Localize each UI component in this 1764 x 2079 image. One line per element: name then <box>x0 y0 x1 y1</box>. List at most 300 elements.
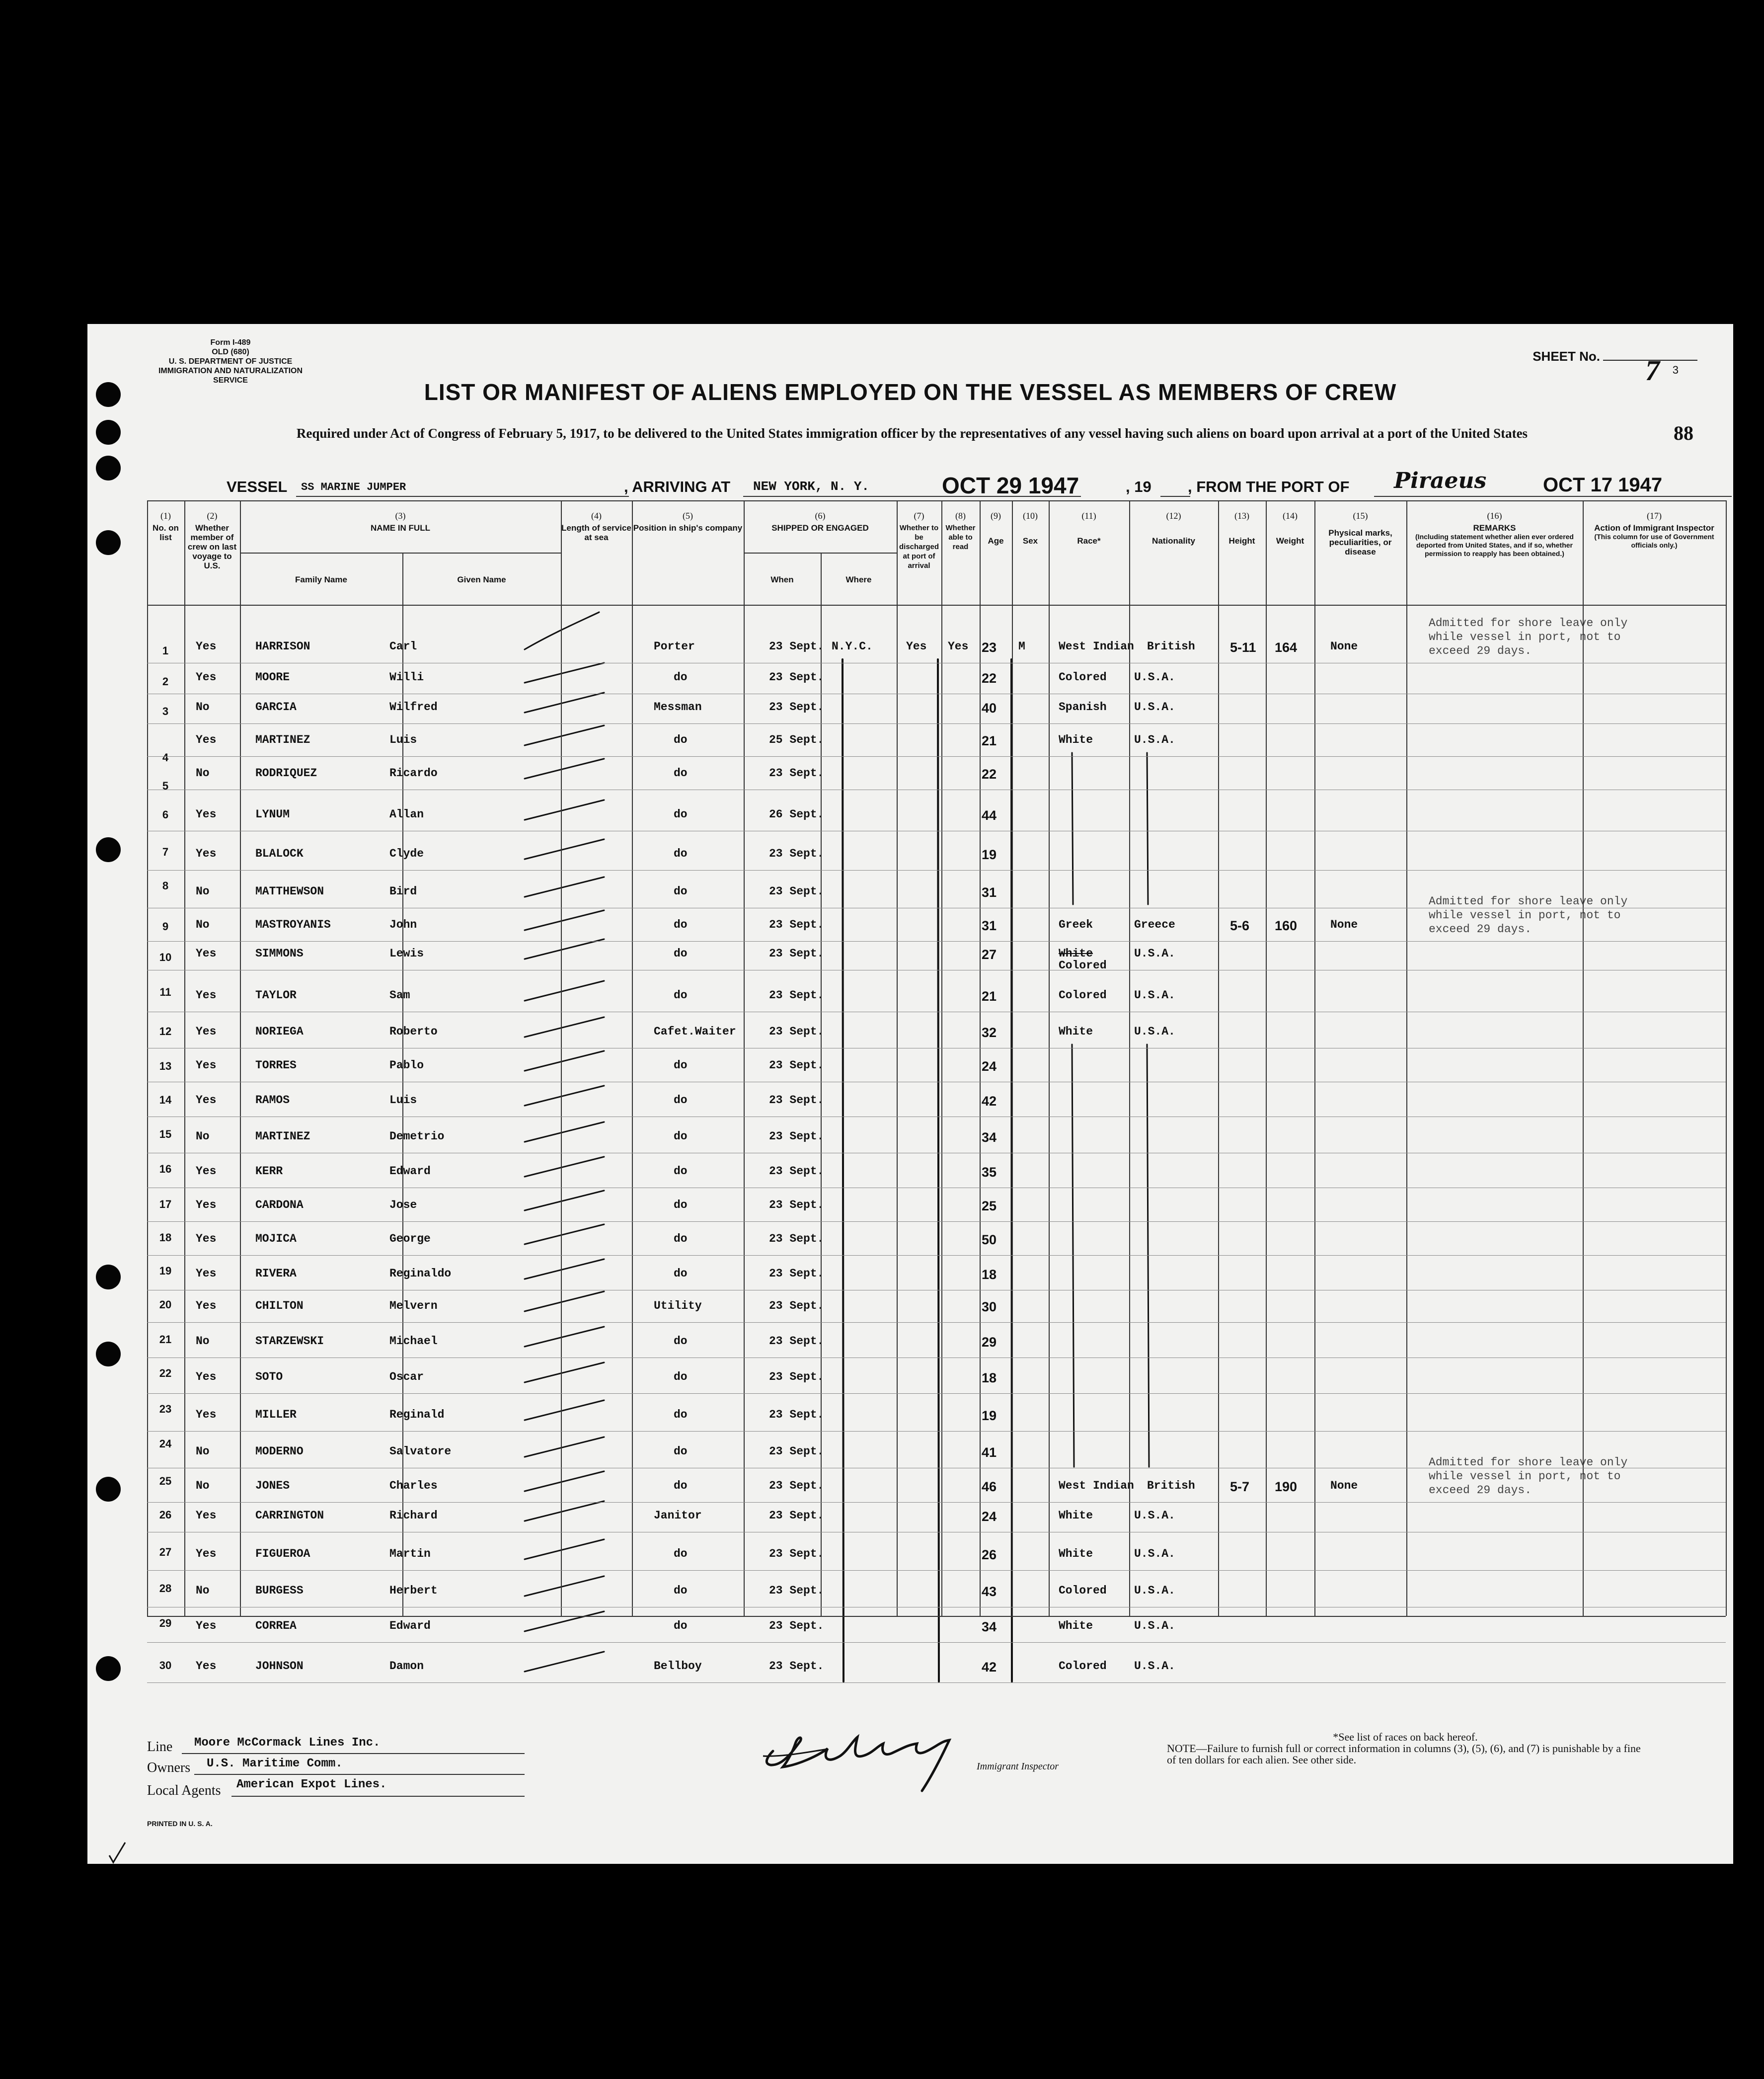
age: 22 <box>982 671 997 686</box>
position: do <box>674 767 688 780</box>
age: 50 <box>982 1232 997 1247</box>
rule-line <box>1583 500 1584 1616</box>
col-header-position: (5) Position in ship's company <box>633 511 743 533</box>
row-number: 4 <box>162 751 169 764</box>
race: White <box>1059 1025 1093 1038</box>
previous-voyage: Yes <box>196 1299 217 1312</box>
age: 18 <box>982 1267 997 1282</box>
age: 46 <box>982 1479 997 1494</box>
col-header-nationality: (12) Nationality <box>1152 511 1195 546</box>
position: do <box>674 1479 688 1492</box>
shipped-when: 23 Sept. <box>769 1299 824 1312</box>
shipped-when: 23 Sept. <box>769 918 824 931</box>
previous-voyage: No <box>196 1445 210 1458</box>
binder-hole <box>96 1342 121 1366</box>
shipped-when: 23 Sept. <box>769 1094 824 1107</box>
age: 29 <box>982 1335 997 1350</box>
col-header-able-to-read: (8) Whether able to read <box>945 511 976 551</box>
given-name: Damon <box>389 1660 424 1673</box>
physical-marks: None <box>1330 640 1358 653</box>
given-name: Carl <box>389 640 417 653</box>
age: 31 <box>982 885 997 900</box>
shipped-when: 23 Sept. <box>769 989 824 1002</box>
row-number: 10 <box>159 951 172 963</box>
age: 34 <box>982 1619 997 1634</box>
shipped-when: 23 Sept. <box>769 1232 824 1245</box>
age: 19 <box>982 847 997 862</box>
nationality: U.S.A. <box>1134 1509 1175 1522</box>
age: 42 <box>982 1660 997 1675</box>
rule-line <box>147 1682 1726 1683</box>
family-name: GARCIA <box>255 701 297 714</box>
rule-line <box>147 756 1726 757</box>
form-service: IMMIGRATION AND NATURALIZATION SERVICE <box>158 367 303 385</box>
height: 5-6 <box>1230 918 1250 933</box>
nationality: U.S.A. <box>1134 1660 1175 1673</box>
shipped-when: 23 Sept. <box>769 1335 824 1348</box>
age: 35 <box>982 1165 997 1180</box>
shipped-when: 23 Sept. <box>769 1619 824 1632</box>
shipped-when: 23 Sept. <box>769 1059 824 1072</box>
row-number: 28 <box>159 1582 172 1595</box>
race: Spanish <box>1059 701 1107 714</box>
rule-line <box>147 1642 1726 1643</box>
position: do <box>674 808 688 821</box>
given-name: Allan <box>389 808 424 821</box>
shipped-when: 25 Sept. <box>769 733 824 746</box>
position: do <box>674 671 688 684</box>
age: 21 <box>982 989 997 1004</box>
col-header-sex: (10) Sex <box>1022 511 1038 546</box>
rule-line <box>184 500 185 1616</box>
shipped-when: 23 Sept. <box>769 847 824 860</box>
family-name: BLALOCK <box>255 847 304 860</box>
shipped-when: 23 Sept. <box>769 640 824 653</box>
shipped-when: 23 Sept. <box>769 947 824 960</box>
previous-voyage: No <box>196 1584 210 1597</box>
binder-hole <box>96 1477 121 1502</box>
previous-voyage: Yes <box>196 1232 217 1245</box>
rule-line <box>744 553 897 554</box>
previous-voyage: No <box>196 1479 210 1492</box>
sheet-number-label: SHEET No. <box>1533 349 1697 364</box>
previous-voyage: Yes <box>196 1267 217 1280</box>
position: do <box>674 1094 688 1107</box>
age: 41 <box>982 1445 997 1460</box>
previous-voyage: Yes <box>196 1059 217 1072</box>
rule-line <box>744 500 745 1616</box>
given-name: Richard <box>389 1509 438 1522</box>
rule-line <box>897 500 898 1616</box>
col-header-race: (11) Race* <box>1077 511 1101 546</box>
position: do <box>674 1619 688 1632</box>
family-name: TORRES <box>255 1059 297 1072</box>
shipped-when: 23 Sept. <box>769 1547 824 1560</box>
race: Colored <box>1059 989 1107 1002</box>
position: Janitor <box>654 1509 702 1522</box>
given-name: Lewis <box>389 947 424 960</box>
rule-line <box>1049 500 1050 1616</box>
row-number: 11 <box>159 986 171 998</box>
family-name: NORIEGA <box>255 1025 304 1038</box>
binder-hole <box>96 1656 121 1681</box>
weight: 190 <box>1275 1479 1298 1494</box>
position: Cafet.Waiter <box>654 1025 736 1038</box>
shipped-when: 23 Sept. <box>769 671 824 684</box>
position: do <box>674 1547 688 1560</box>
col-header-where: Where <box>845 575 872 584</box>
previous-voyage: Yes <box>196 733 217 746</box>
given-name: Martin <box>389 1547 431 1560</box>
previous-voyage: No <box>196 885 210 898</box>
previous-voyage: Yes <box>196 1619 217 1632</box>
previous-voyage: No <box>196 1335 210 1348</box>
previous-voyage: Yes <box>196 1547 217 1560</box>
remark-note: Admitted for shore leave only while vessel in port, not to exceed 29 days. <box>1429 1456 1628 1497</box>
previous-voyage: Yes <box>196 640 217 653</box>
row-number: 24 <box>159 1438 172 1450</box>
given-name: Wilfred <box>389 701 438 714</box>
family-name: LYNUM <box>255 808 290 821</box>
given-name: Sam <box>389 989 410 1002</box>
race: White <box>1059 1619 1093 1632</box>
given-name: Ricardo <box>389 767 438 780</box>
col-header-physical-marks: (15) Physical marks, peculiarities, or disease <box>1328 511 1392 557</box>
year-label: , 19 <box>1126 478 1151 495</box>
rule-line <box>1314 500 1315 1616</box>
shipped-when: 23 Sept. <box>769 1445 824 1458</box>
row-number: 14 <box>159 1094 172 1106</box>
arriving-port: NEW YORK, N. Y. <box>753 479 870 494</box>
age: 40 <box>982 701 997 716</box>
family-name: JOHNSON <box>255 1660 304 1673</box>
shipped-when: 23 Sept. <box>769 1584 824 1597</box>
position: Messman <box>654 701 702 714</box>
row-number: 2 <box>162 675 169 688</box>
age: 21 <box>982 733 997 748</box>
position: do <box>674 1059 688 1072</box>
shipped-when: 23 Sept. <box>769 1370 824 1383</box>
position: do <box>674 1370 688 1383</box>
age: 43 <box>982 1584 997 1599</box>
given-name: Demetrio <box>389 1130 445 1143</box>
nationality: U.S.A. <box>1134 1619 1175 1632</box>
family-name: BURGESS <box>255 1584 304 1597</box>
shipped-when: 23 Sept. <box>769 767 824 780</box>
remark-note: Admitted for shore leave only while vessel in port, not to exceed 29 days. <box>1429 617 1628 657</box>
position: do <box>674 918 688 931</box>
nationality: U.S.A. <box>1134 733 1175 746</box>
shipped-when: 26 Sept. <box>769 808 824 821</box>
col-header-name: (3) NAME IN FULL <box>371 511 430 533</box>
family-name: MARTINEZ <box>255 733 310 746</box>
previous-voyage: Yes <box>196 947 217 960</box>
vessel-name: SS MARINE JUMPER <box>301 481 406 493</box>
form-department: U. S. DEPARTMENT OF JUSTICE <box>168 357 293 366</box>
rule-line <box>147 1322 1726 1323</box>
inspector-caption: Immigrant Inspector <box>977 1761 1059 1772</box>
rule-line <box>147 870 1726 871</box>
rule-line <box>561 500 562 1616</box>
given-name: Luis <box>389 1094 417 1107</box>
nationality: U.S.A. <box>1134 1584 1175 1597</box>
shipped-when: 23 Sept. <box>769 1509 824 1522</box>
row-number: 15 <box>159 1128 172 1140</box>
race: White <box>1059 947 1093 960</box>
family-name: MOORE <box>255 671 290 684</box>
col-header-inspector-action: (17) Action of Immigrant Inspector (This column for use of Government officials only.) <box>1594 511 1714 549</box>
rule-line <box>1726 500 1727 1616</box>
col-header-length-of-service: (4) Length of service at sea <box>561 511 631 542</box>
col-header-number: (1) No. on list <box>153 511 179 542</box>
position: do <box>674 1267 688 1280</box>
position: do <box>674 1445 688 1458</box>
rule-line <box>147 500 1726 501</box>
position: Utility <box>654 1299 702 1312</box>
age: 25 <box>982 1199 997 1213</box>
age: 24 <box>982 1059 997 1074</box>
position: do <box>674 733 688 746</box>
position: do <box>674 947 688 960</box>
family-name: RAMOS <box>255 1094 290 1107</box>
race: White <box>1059 1509 1093 1522</box>
given-name: George <box>389 1232 431 1245</box>
given-name: Jose <box>389 1199 417 1211</box>
shipped-when: 23 Sept. <box>769 1130 824 1143</box>
shipped-when: 23 Sept. <box>769 1660 824 1673</box>
family-name: JONES <box>255 1479 290 1492</box>
row-number: 9 <box>162 920 169 933</box>
age: 31 <box>982 918 997 933</box>
owners-value: U.S. Maritime Comm. <box>207 1757 343 1770</box>
owners-label: Owners <box>147 1760 191 1775</box>
shipped-where: N.Y.C. <box>832 640 873 653</box>
binder-hole <box>96 837 121 862</box>
nationality: U.S.A. <box>1134 1547 1175 1560</box>
nationality: British <box>1147 1479 1195 1492</box>
vessel-label: VESSEL <box>227 478 288 495</box>
race: White <box>1059 1547 1093 1560</box>
shipped-when: 23 Sept. <box>769 1408 824 1421</box>
race: West Indian <box>1059 640 1134 653</box>
able-to-read: Yes <box>948 640 969 653</box>
binder-hole <box>96 456 121 480</box>
row-number: 27 <box>159 1546 172 1558</box>
given-name: Clyde <box>389 847 424 860</box>
age: 19 <box>982 1408 997 1423</box>
given-name: Oscar <box>389 1370 424 1383</box>
shipped-when: 23 Sept. <box>769 1479 824 1492</box>
form-identifier <box>156 338 305 385</box>
form-number: Form I-489 <box>210 338 251 347</box>
row-number: 16 <box>159 1163 172 1175</box>
age: 22 <box>982 767 997 782</box>
position: do <box>674 1165 688 1178</box>
sheet-number-value: 7 <box>1645 354 1660 387</box>
race: West Indian <box>1059 1479 1134 1492</box>
departure-date-stamp: OCT 17 1947 <box>1543 474 1663 496</box>
nationality: U.S.A. <box>1134 947 1175 960</box>
family-name: KERR <box>255 1165 283 1178</box>
position: do <box>674 847 688 860</box>
arriving-label: , ARRIVING AT <box>624 478 731 495</box>
previous-voyage: No <box>196 767 210 780</box>
col-header-remarks: (16) REMARKS (Including statement whether alien ever ordered deported from United States, and if so, whether permission to reapply has been obtained.) <box>1415 511 1574 558</box>
family-name: FIGUEROA <box>255 1547 310 1560</box>
family-name: CARDONA <box>255 1199 304 1211</box>
height: 5-11 <box>1230 640 1256 655</box>
previous-voyage: Yes <box>196 989 217 1002</box>
remark-note: Admitted for shore leave only while vessel in port, not to exceed 29 days. <box>1429 895 1628 936</box>
local-agents-label: Local Agents <box>147 1783 221 1798</box>
binder-hole <box>96 1265 121 1289</box>
shipped-when: 23 Sept. <box>769 701 824 714</box>
manifest-sheet <box>87 324 1733 1864</box>
age: 44 <box>982 808 997 823</box>
family-name: HARRISON <box>255 640 310 653</box>
race: Greek <box>1059 918 1093 931</box>
row-number: 5 <box>162 780 169 792</box>
rule-line <box>1266 500 1267 1616</box>
nationality: British <box>1147 640 1195 653</box>
position: do <box>674 1408 688 1421</box>
given-name: Luis <box>389 733 417 746</box>
given-name: Salvatore <box>389 1445 452 1458</box>
shipped-when: 23 Sept. <box>769 1165 824 1178</box>
family-name: TAYLOR <box>255 989 297 1002</box>
race: Colored <box>1059 1660 1107 1673</box>
position: do <box>674 1232 688 1245</box>
rule-line <box>147 1570 1726 1571</box>
previous-voyage: Yes <box>196 1509 217 1522</box>
family-name: SIMMONS <box>255 947 304 960</box>
weight: 164 <box>1275 640 1298 655</box>
col-header-previous-voyage: (2) Whether member of crew on last voyage to U.S. <box>187 511 237 570</box>
local-agents-value: American Expot Lines. <box>236 1778 387 1791</box>
check-mark <box>107 1840 127 1864</box>
arrival-date-stamp: OCT 29 1947 <box>942 473 1079 498</box>
race: Colored <box>1059 671 1107 684</box>
row-number: 29 <box>159 1617 172 1629</box>
rule-line <box>1218 500 1219 1616</box>
rule-line <box>147 1393 1726 1394</box>
shipped-when: 23 Sept. <box>769 1025 824 1038</box>
col-header-shipped: (6) SHIPPED OR ENGAGED <box>771 511 869 533</box>
physical-marks: None <box>1330 1479 1358 1492</box>
given-name: Bird <box>389 885 417 898</box>
line-label: Line <box>147 1739 173 1755</box>
shipped-when: 23 Sept. <box>769 885 824 898</box>
weight: 160 <box>1275 918 1298 933</box>
sex: M <box>1018 640 1025 653</box>
given-name: John <box>389 918 417 931</box>
age: 34 <box>982 1130 997 1145</box>
col-header-discharged: (7) Whether to be discharged at port of arrival <box>899 511 939 570</box>
rule-line <box>147 500 148 1616</box>
vessel-line <box>227 468 1732 502</box>
position: do <box>674 1335 688 1348</box>
sheet-number-sub: 3 <box>1672 364 1679 376</box>
rule-line <box>147 1616 1726 1617</box>
row-number: 30 <box>159 1659 172 1672</box>
crew-table <box>147 500 1726 1616</box>
line-value: Moore McCormack Lines Inc. <box>194 1736 381 1750</box>
position: do <box>674 1130 688 1143</box>
age: 42 <box>982 1094 997 1109</box>
page-stamp: 88 <box>1674 422 1693 444</box>
position: Bellboy <box>654 1660 702 1673</box>
row-number: 25 <box>159 1475 172 1487</box>
form-old: OLD (680) <box>212 348 249 356</box>
row-number: 7 <box>162 846 169 858</box>
age: 18 <box>982 1370 997 1385</box>
given-name: Willi <box>389 671 424 684</box>
rule-line <box>1012 500 1013 1616</box>
rule-line <box>147 1255 1726 1256</box>
ditto-stroke <box>525 1652 604 1672</box>
position: Porter <box>654 640 695 653</box>
row-number: 8 <box>162 880 169 892</box>
row-number: 21 <box>159 1333 172 1346</box>
family-name: MODERNO <box>255 1445 304 1458</box>
given-name: Herbert <box>389 1584 438 1597</box>
rule-line <box>402 553 403 1616</box>
rule-line <box>147 723 1726 724</box>
row-number: 12 <box>159 1025 172 1038</box>
rule-line <box>147 1431 1726 1432</box>
previous-voyage: No <box>196 1130 210 1143</box>
given-name: Pablo <box>389 1059 424 1072</box>
penalty-note: NOTE—Failure to furnish full or correct information in columns (3), (5), (6), and (7) is punishable by a fine of ten dollars for each alien. See other side. <box>1167 1742 1641 1766</box>
given-name: Edward <box>389 1165 431 1178</box>
previous-voyage: Yes <box>196 1370 217 1383</box>
family-name: MASTROYANIS <box>255 918 331 931</box>
binder-hole <box>96 530 121 555</box>
rule-line <box>632 500 633 1616</box>
given-name: Roberto <box>389 1025 438 1038</box>
rule-line <box>147 1502 1726 1503</box>
previous-voyage: No <box>196 918 210 931</box>
previous-voyage: Yes <box>196 1165 217 1178</box>
given-name: Melvern <box>389 1299 438 1312</box>
rule-line <box>1406 500 1407 1616</box>
row-number: 26 <box>159 1509 172 1521</box>
age: 24 <box>982 1509 997 1524</box>
rule-line <box>821 553 822 1616</box>
shipped-when: 23 Sept. <box>769 1199 824 1211</box>
row-number: 18 <box>159 1231 172 1244</box>
previous-voyage: Yes <box>196 1094 217 1107</box>
from-port-label: , FROM THE PORT OF <box>1188 478 1350 495</box>
given-name: Michael <box>389 1335 438 1348</box>
row-number: 22 <box>159 1367 172 1379</box>
family-name: CORREA <box>255 1619 297 1632</box>
row-number: 20 <box>159 1298 172 1311</box>
footer-note <box>1167 1731 1644 1765</box>
row-number: 23 <box>159 1403 172 1415</box>
family-name: RIVERA <box>255 1267 297 1280</box>
previous-voyage: No <box>196 701 210 714</box>
col-header-family-name: Family Name <box>295 575 347 584</box>
race-note: *See list of races on back hereof. <box>1333 1731 1478 1743</box>
family-name: RODRIQUEZ <box>255 767 317 780</box>
family-name: SOTO <box>255 1370 283 1383</box>
from-port: Piraeus <box>1394 468 1487 493</box>
rule-line <box>1129 500 1130 1616</box>
previous-voyage: Yes <box>196 1660 217 1673</box>
row-number: 17 <box>159 1198 172 1210</box>
age: 30 <box>982 1299 997 1314</box>
